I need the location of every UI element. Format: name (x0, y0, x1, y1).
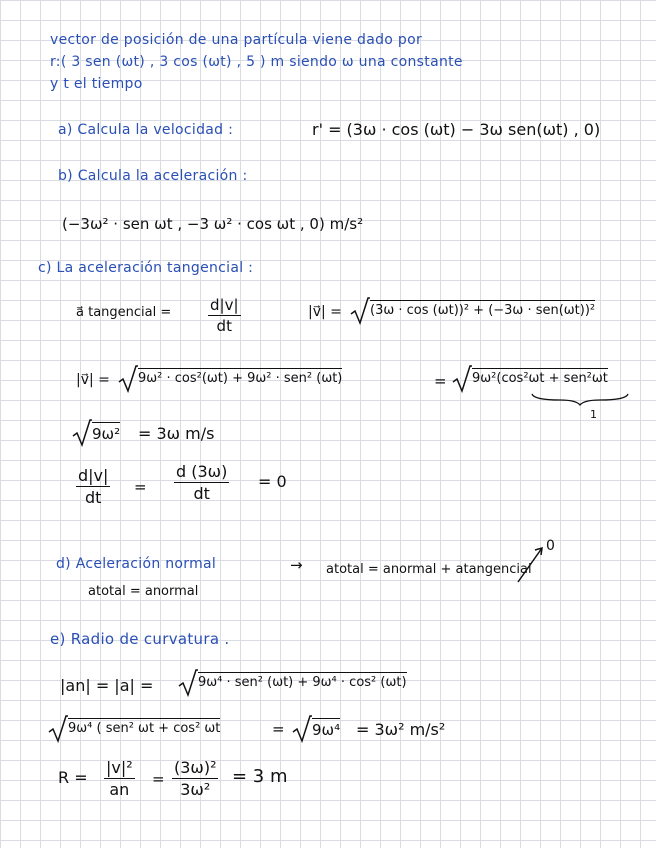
radius-result: = 3 m (232, 766, 288, 787)
fraction-numerator: d|v| (210, 296, 239, 314)
fraction-denominator: an (109, 780, 130, 799)
fraction-denominator: dt (193, 484, 210, 503)
fraction-numerator: (3ω)² (174, 758, 217, 777)
statement-line-3: y t el tiempo (50, 76, 143, 92)
speed-result: = 3ω m/s (138, 424, 215, 443)
sqrt-radicand: 9ω² (92, 422, 120, 443)
statement-line-1: vector de posición de una partícula viene dado por (50, 32, 423, 48)
part-b-label: b) Calcula la aceleración : (58, 168, 248, 184)
radical-sign (118, 364, 138, 394)
speed-magnitude-radicand: (3ω · cos (ωt))² + (−3ω · sen(ωt))² (370, 300, 595, 318)
radical-sign (178, 668, 198, 698)
radical-sign (48, 714, 68, 744)
simplified-radicand: 9ω⁴ ( sen² ωt + cos² ωt (68, 718, 220, 736)
normal-accel-radicand: 9ω⁴ · sen² (ωt) + 9ω⁴ · cos² (ωt) (198, 672, 407, 690)
part-e-label: e) Radio de curvatura . (50, 630, 230, 648)
fraction-denominator: dt (216, 317, 232, 335)
part-a-label: a) Calcula la velocidad : (58, 122, 234, 138)
total-accel-relation: atotal = anormal + atangencial (326, 562, 532, 577)
tangential-accel-fraction (208, 296, 241, 335)
equals-sign: = (434, 372, 447, 390)
speed-magnitude-lhs: |v⃗| = (308, 304, 342, 320)
part-c-label: c) La aceleración tangencial : (38, 260, 254, 276)
equals-sign: = (272, 720, 285, 738)
equals-sign: = (134, 478, 147, 496)
speed-expansion-lhs: |v⃗| = (76, 372, 110, 388)
radical-sign (452, 364, 472, 394)
speed-expansion-radicand: 9ω² · cos²(ωt) + 9ω² · sen² (ωt) (138, 368, 342, 386)
part-b-acceleration: (−3ω² · sen ωt , −3 ω² · cos ωt , 0) m/s² (62, 215, 364, 233)
derivative-fraction-1 (76, 466, 110, 507)
radius-fraction-1 (104, 758, 135, 799)
fraction-numerator: d|v| (78, 466, 109, 485)
strike-arrow (516, 544, 546, 584)
radical-sign (72, 418, 92, 448)
zero-note: 0 (546, 538, 555, 554)
normal-accel-lhs: |an| = |a| = (60, 676, 154, 695)
statement-line-2: r:( 3 sen (ωt) , 3 cos (ωt) , 5 ) m siendo ω una constante (50, 54, 463, 70)
fraction-denominator: 3ω² (180, 780, 211, 799)
fraction-denominator: dt (84, 488, 102, 507)
radius-lhs: R = (58, 768, 88, 787)
derivative-fraction-2 (174, 462, 229, 503)
radical-sign (350, 296, 370, 326)
arrow-icon: → (290, 556, 303, 574)
radius-fraction-2 (172, 758, 218, 799)
radical-sign (292, 714, 312, 744)
part-a-velocity: r' = (3ω · cos (ωt) − 3ω sen(ωt) , 0) (312, 120, 601, 139)
normal-accel-result: = 3ω² m/s² (356, 720, 446, 739)
fraction-numerator: d (3ω) (176, 462, 228, 481)
equals-sign: = (152, 770, 165, 788)
normal-accel-result: atotal = anormal (88, 584, 199, 599)
derivative-result: = 0 (258, 472, 287, 491)
part-d-label: d) Aceleración normal (56, 556, 217, 572)
speed-simplified-radicand: 9ω²(cos²ωt + sen²ωt (472, 368, 608, 386)
fraction-numerator: |v|² (106, 758, 133, 777)
simplified-radicand-2: 9ω⁴ (312, 718, 340, 739)
underbrace (530, 392, 630, 406)
underbrace-note: 1 (590, 408, 597, 421)
tangential-accel-lhs: a⃗ tangencial = (76, 305, 172, 320)
